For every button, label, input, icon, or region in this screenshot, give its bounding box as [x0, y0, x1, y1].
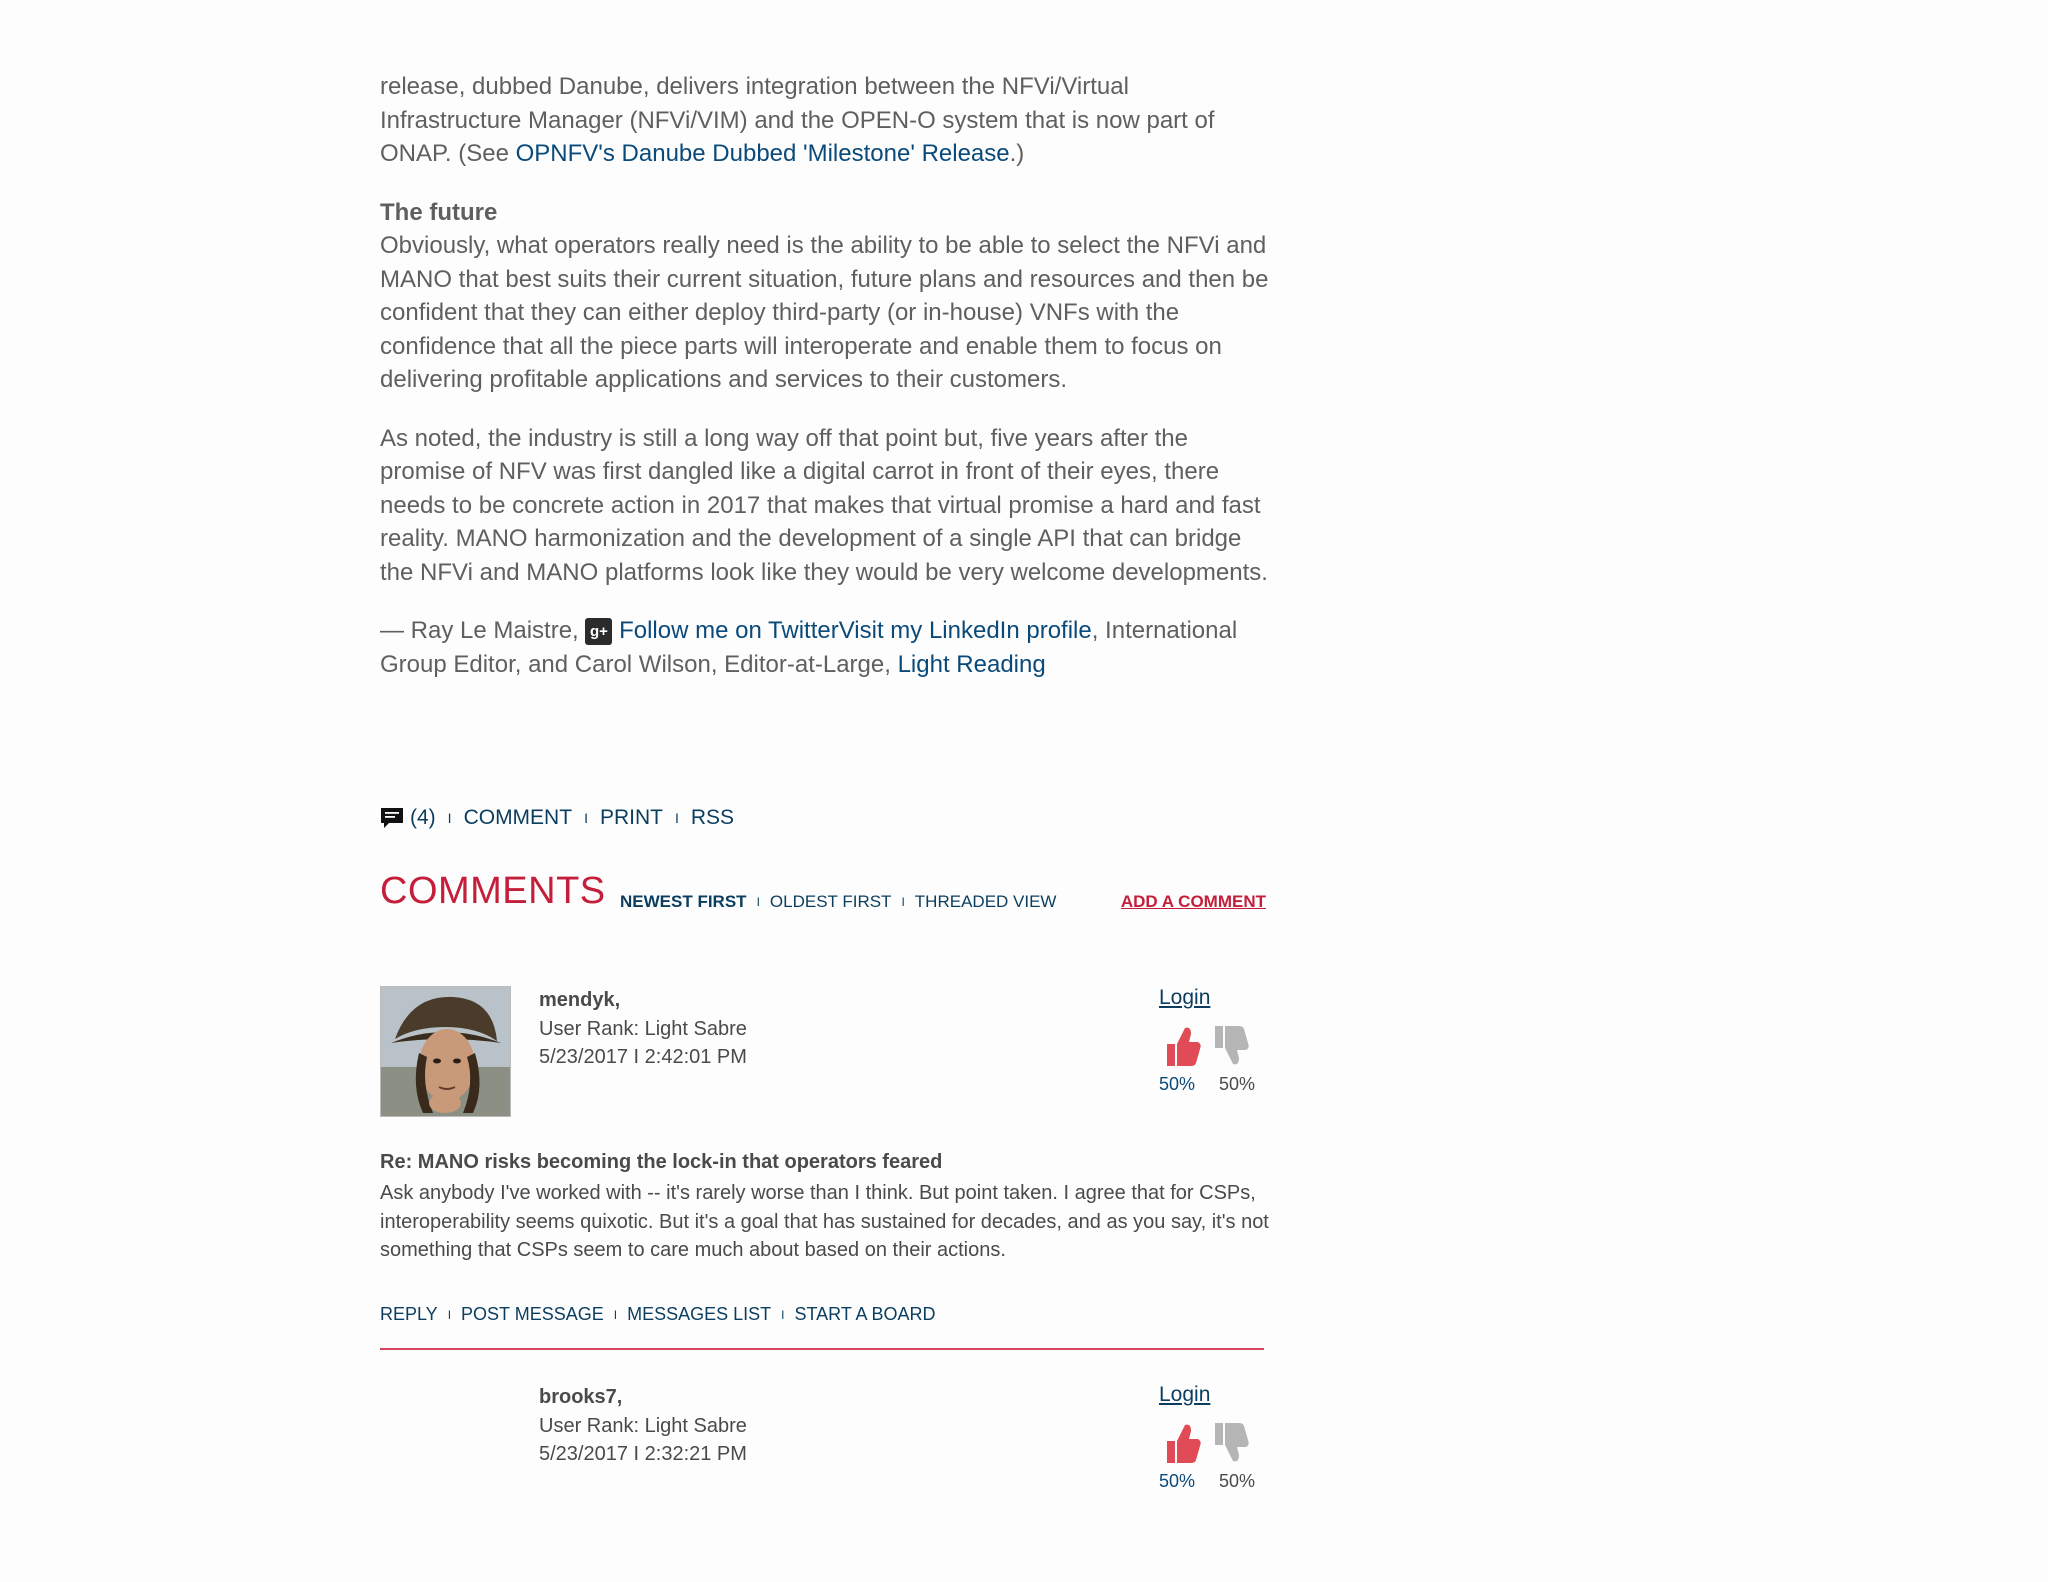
comment-meta	[539, 986, 747, 1072]
sort-oldest-first[interactable]: OLDEST FIRST	[769, 892, 892, 911]
thumbs-up-percent: 50%	[1159, 1074, 1196, 1094]
messages-list-link[interactable]: MESSAGES LIST	[627, 1304, 772, 1324]
threaded-view[interactable]: THREADED VIEW	[914, 892, 1057, 911]
sort-newest-first[interactable]: NEWEST FIRST	[620, 892, 747, 911]
comment-item	[380, 1383, 1266, 1513]
separator: I	[674, 810, 679, 826]
share-bar	[380, 806, 734, 830]
comment-title: Re: MANO risks becoming the lock-in that operators feared	[380, 1151, 943, 1173]
paragraph-conclusion: As noted, the industry is still a long way off that point but, five years after the promise of NFV was first dangled like a digital carrot in front of their eyes, there needs to be concrete action in 2017 that makes that virtual promise a hard and fast reality. MANO harmonization and the development of a single API that can bridge the NFVi and MANO platforms look like they would be very welcome developments.	[380, 424, 1268, 586]
byline	[380, 614, 1270, 681]
thumbs-up-percent: 50%	[1159, 1471, 1196, 1491]
social-profile-links[interactable]: Follow me on TwitterVisit my LinkedIn profile	[619, 617, 1092, 644]
reply-link[interactable]: REPLY	[380, 1304, 438, 1324]
comment-author[interactable]: mendyk,	[539, 989, 621, 1011]
avatar[interactable]	[380, 986, 511, 1117]
separator: I	[901, 895, 905, 909]
post-message-link[interactable]: POST MESSAGE	[461, 1304, 604, 1324]
separator: I	[584, 810, 588, 826]
comment-item	[380, 986, 1269, 1356]
separator: I	[781, 1307, 785, 1322]
comments-header	[380, 870, 1266, 930]
comment-body: Ask anybody I've worked with -- it's rarely worse than I think. But point taken. I agree that for CSPs, interoperability seems quixotic. But it's a goal that has sustained for decades, and as you say, it's not something that CSPs seem to care much about based on their actions.	[380, 1182, 1269, 1261]
comment-timestamp: 5/23/2017 I 2:42:01 PM	[539, 1046, 747, 1068]
thumbs-down-icon[interactable]	[1211, 1421, 1251, 1465]
light-reading-link[interactable]: Light Reading	[897, 650, 1046, 678]
byline-prefix: — Ray Le Maistre,	[380, 617, 586, 644]
paragraph-end: .)	[1009, 140, 1025, 167]
avatar-image	[381, 987, 510, 1116]
paragraph-future	[380, 196, 1270, 397]
separator: I	[613, 1307, 618, 1322]
separator: I	[756, 895, 760, 909]
paragraph-text: release, dubbed Danube, delivers integration between the NFVi/Virtual Infrastructure Manager (NFVi/VIM) and the OPEN-O system that is now part of ONAP. (See	[380, 73, 1215, 167]
comment-count-link[interactable]: (4)	[410, 806, 436, 829]
add-comment-link[interactable]: ADD A COMMENT	[1120, 892, 1266, 911]
google-plus-icon[interactable]: g+	[585, 618, 612, 645]
thumbs-up-icon[interactable]	[1163, 1024, 1203, 1068]
comments-title: COMMENTS	[380, 870, 606, 912]
print-link[interactable]: PRINT	[599, 806, 663, 829]
comment-author[interactable]: brooks7,	[539, 1386, 623, 1408]
danube-release-link[interactable]: OPNFV's Danube Dubbed 'Milestone' Release	[515, 140, 1010, 167]
thumbs-down-percent: 50%	[1219, 1471, 1256, 1491]
login-link[interactable]: Login	[1159, 1383, 1211, 1406]
start-board-link[interactable]: START A BOARD	[794, 1304, 936, 1324]
comment-timestamp: 5/23/2017 I 2:32:21 PM	[539, 1443, 747, 1465]
separator: I	[447, 810, 452, 826]
thumbs-up-icon[interactable]	[1163, 1421, 1203, 1465]
comment-divider	[380, 1348, 1264, 1350]
thumbs-down-percent: 50%	[1219, 1074, 1256, 1094]
login-link[interactable]: Login	[1159, 986, 1211, 1009]
section-heading-future: The future	[380, 198, 498, 226]
vote-widget	[1159, 1383, 1269, 1503]
comment-sort-options	[620, 892, 1056, 912]
user-rank: User Rank: Light Sabre	[539, 1017, 747, 1040]
comment-bubble-icon[interactable]	[380, 807, 404, 829]
byline-mid: , International Group Editor, and Carol Wilson, Editor-at-Large,	[380, 617, 1238, 678]
article-body	[380, 70, 1270, 706]
paragraph-danube	[380, 70, 1270, 171]
thumbs-down-icon[interactable]	[1211, 1024, 1251, 1068]
rss-link[interactable]: RSS	[690, 806, 735, 829]
paragraph-text: Obviously, what operators really need is the ability to be able to select the NFVi and MANO that best suits their current situation, future plans and resources and then be confident that they can either deploy third-party (or in-house) VNFs with the confidence that all the piece parts will interoperate and enable them to focus on delivering profitable applications and services to their customers.	[380, 232, 1269, 393]
comment-actions	[380, 1304, 936, 1325]
comment-meta	[539, 1383, 747, 1469]
separator: I	[447, 1307, 452, 1322]
comment-link[interactable]: COMMENT	[463, 806, 573, 829]
vote-widget	[1159, 986, 1269, 1106]
user-rank: User Rank: Light Sabre	[539, 1414, 747, 1437]
